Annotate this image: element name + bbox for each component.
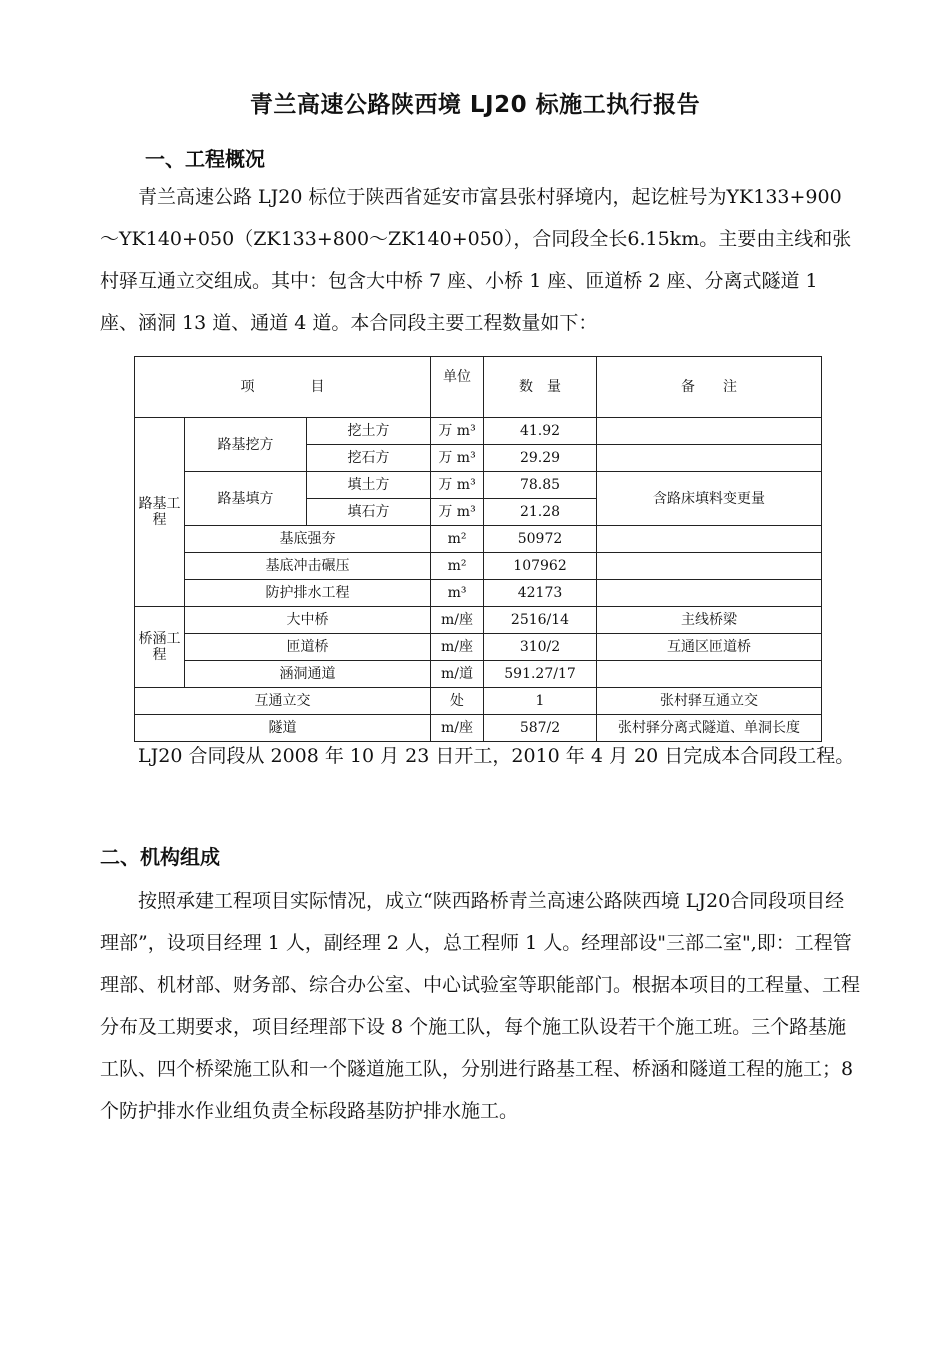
table-row — [135, 418, 822, 445]
row-qty: 21.28 — [484, 499, 597, 526]
row-name: 基底冲击碾压 — [185, 553, 431, 580]
row-unit: m² — [431, 553, 484, 580]
row-name: 隧道 — [135, 715, 431, 742]
row-qty: 107962 — [484, 553, 597, 580]
section1-heading: 一、工程概况 — [145, 147, 265, 171]
header-qty: 数 量 — [484, 357, 597, 418]
table-row — [135, 526, 822, 553]
row-note — [597, 553, 822, 580]
row-note — [597, 580, 822, 607]
row-name: 基底强夯 — [185, 526, 431, 553]
header-note: 备 注 — [597, 357, 822, 418]
row-qty: 1 — [484, 688, 597, 715]
quantity-table — [134, 356, 822, 742]
table-row — [135, 661, 822, 688]
row-unit: 万 m³ — [431, 499, 484, 526]
row-unit: m/座 — [431, 634, 484, 661]
table-row — [135, 688, 822, 715]
row-unit: m/座 — [431, 607, 484, 634]
row-unit: 万 m³ — [431, 418, 484, 445]
row-name: 挖石方 — [307, 445, 431, 472]
row-name: 填石方 — [307, 499, 431, 526]
row-unit: m/座 — [431, 715, 484, 742]
row-unit: 处 — [431, 688, 484, 715]
group-bridge: 桥涵工程 — [135, 607, 185, 688]
row-unit: m/道 — [431, 661, 484, 688]
table-row — [135, 580, 822, 607]
header-unit: 单位 — [431, 357, 484, 418]
sub-excavation: 路基挖方 — [185, 418, 307, 472]
row-qty: 310/2 — [484, 634, 597, 661]
section1-intro: 青兰高速公路 LJ20 标位于陕西省延安市富县张村驿境内，起讫桩号为YK133+900～YK140+050（ZK133+800～ZK140+050），合同段全长6.15km。主要由主线和张村驿互通立交组成。其中：包含大中桥 7 座、小桥 1 座、匝道桥 2 座、分离式隧道 1 座、涵洞 13 道、通道 4 道。本合同段主要工程数量如下： — [100, 186, 852, 334]
row-unit: m² — [431, 526, 484, 553]
row-note — [597, 526, 822, 553]
row-name: 互通立交 — [135, 688, 431, 715]
row-qty: 587/2 — [484, 715, 597, 742]
row-note — [597, 418, 822, 445]
header-item: 项 目 — [135, 357, 431, 418]
row-name: 大中桥 — [185, 607, 431, 634]
table-row — [135, 607, 822, 634]
row-name: 匝道桥 — [185, 634, 431, 661]
table-header-row — [135, 357, 822, 418]
row-name: 挖土方 — [307, 418, 431, 445]
row-name: 防护排水工程 — [185, 580, 431, 607]
group-roadbed: 路基工程 — [135, 418, 185, 607]
section2-heading: 二、机构组成 — [100, 845, 220, 869]
section1-after-table: LJ20 合同段从 2008 年 10 月 23 日开工，2010 年 4 月 20 日完成本合同段工程。 — [138, 745, 855, 767]
row-note: 张村驿互通立交 — [597, 688, 822, 715]
row-qty: 78.85 — [484, 472, 597, 499]
table-row — [135, 553, 822, 580]
row-unit: m³ — [431, 580, 484, 607]
row-name: 填土方 — [307, 472, 431, 499]
table-row — [135, 634, 822, 661]
row-note: 主线桥梁 — [597, 607, 822, 634]
section2-text: 按照承建工程项目实际情况，成立“陕西路桥青兰高速公路陕西境 LJ20合同段项目经理部”，设项目经理 1 人，副经理 2 人，总工程师 1 人。经理部设"三部二室",即：工程管理部、机材部、财务部、综合办公室、中心试验室等职能部门。根据本项目的工程量、工程分布及工期要求，项目经理部下设 8 个施工队，每个施工队设若干个施工班。三个路基施工队、四个桥梁施工队和一个隧道施工队，分别进行路基工程、桥涵和隧道工程的施工；8 个防护排水作业组负责全标段路基防护排水施工。 — [100, 890, 861, 1122]
row-note: 含路床填料变更量 — [597, 472, 822, 526]
row-unit: 万 m³ — [431, 472, 484, 499]
row-unit: 万 m³ — [431, 445, 484, 472]
row-note — [597, 445, 822, 472]
row-note: 互通区匝道桥 — [597, 634, 822, 661]
row-name: 涵洞通道 — [185, 661, 431, 688]
row-note: 张村驿分离式隧道、单洞长度 — [597, 715, 822, 742]
row-qty: 42173 — [484, 580, 597, 607]
table-row — [135, 472, 822, 499]
sub-fill: 路基填方 — [185, 472, 307, 526]
row-qty: 41.92 — [484, 418, 597, 445]
document-title: 青兰高速公路陕西境 LJ20 标施工执行报告 — [249, 92, 701, 118]
row-qty: 29.29 — [484, 445, 597, 472]
row-qty: 2516/14 — [484, 607, 597, 634]
row-qty: 591.27/17 — [484, 661, 597, 688]
row-note — [597, 661, 822, 688]
row-qty: 50972 — [484, 526, 597, 553]
